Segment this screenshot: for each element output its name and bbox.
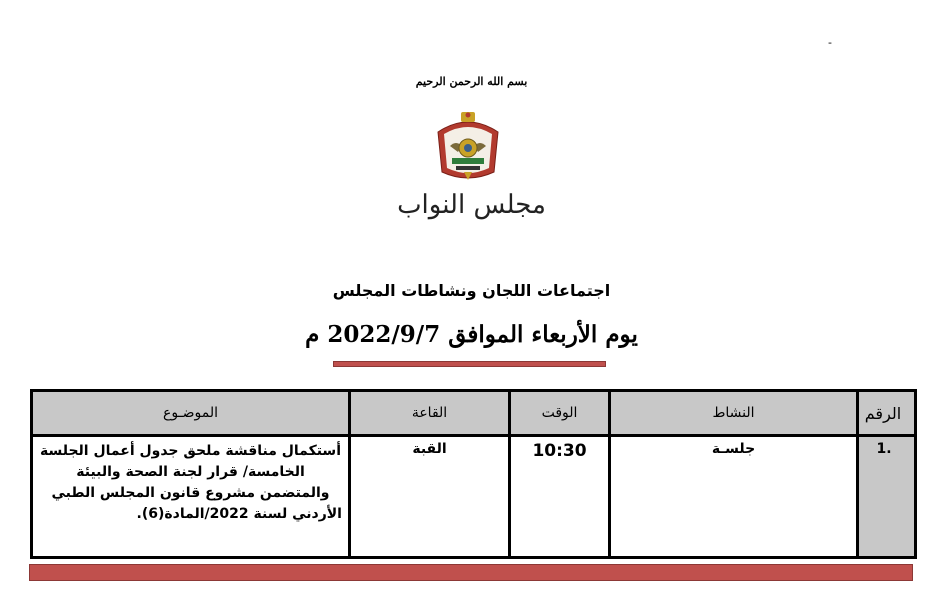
table-row — [32, 436, 916, 558]
bottom-accent-bar — [29, 564, 913, 581]
agenda-table — [30, 389, 917, 559]
header-subject: الموضـوع — [32, 391, 350, 436]
header-hall: القاعة — [350, 391, 510, 436]
date-underline-bar — [333, 361, 606, 367]
row-number: .1 — [858, 436, 916, 558]
row-activity: جلسـة — [610, 436, 858, 558]
parliament-logo-text: مجلس النواب — [397, 190, 546, 220]
row-hall: القبة — [350, 436, 510, 558]
date-line: يوم الأربعاء الموافق 2022/9/7 م — [305, 321, 638, 348]
table-header-row — [32, 391, 916, 436]
header-activity: النشاط — [610, 391, 858, 436]
royal-emblem-icon — [428, 110, 508, 188]
header-number: الرقم — [858, 391, 916, 436]
header-time: الوقت — [510, 391, 610, 436]
stray-mark: - — [828, 36, 832, 49]
row-subject: أستكمال مناقشة ملحق جدول أعمال الجلسة الخامسة/ قرار لجنة الصحة والبيئة والمتضمن مشروع قانون المجلس الطبي الأردني لسنة 2022/المادة(6). — [32, 436, 350, 558]
row-time: 10:30 — [510, 436, 610, 558]
basmala: بسم الله الرحمن الرحيم — [415, 75, 528, 88]
page-heading: اجتماعات اللجان ونشاطات المجلس — [332, 281, 611, 300]
